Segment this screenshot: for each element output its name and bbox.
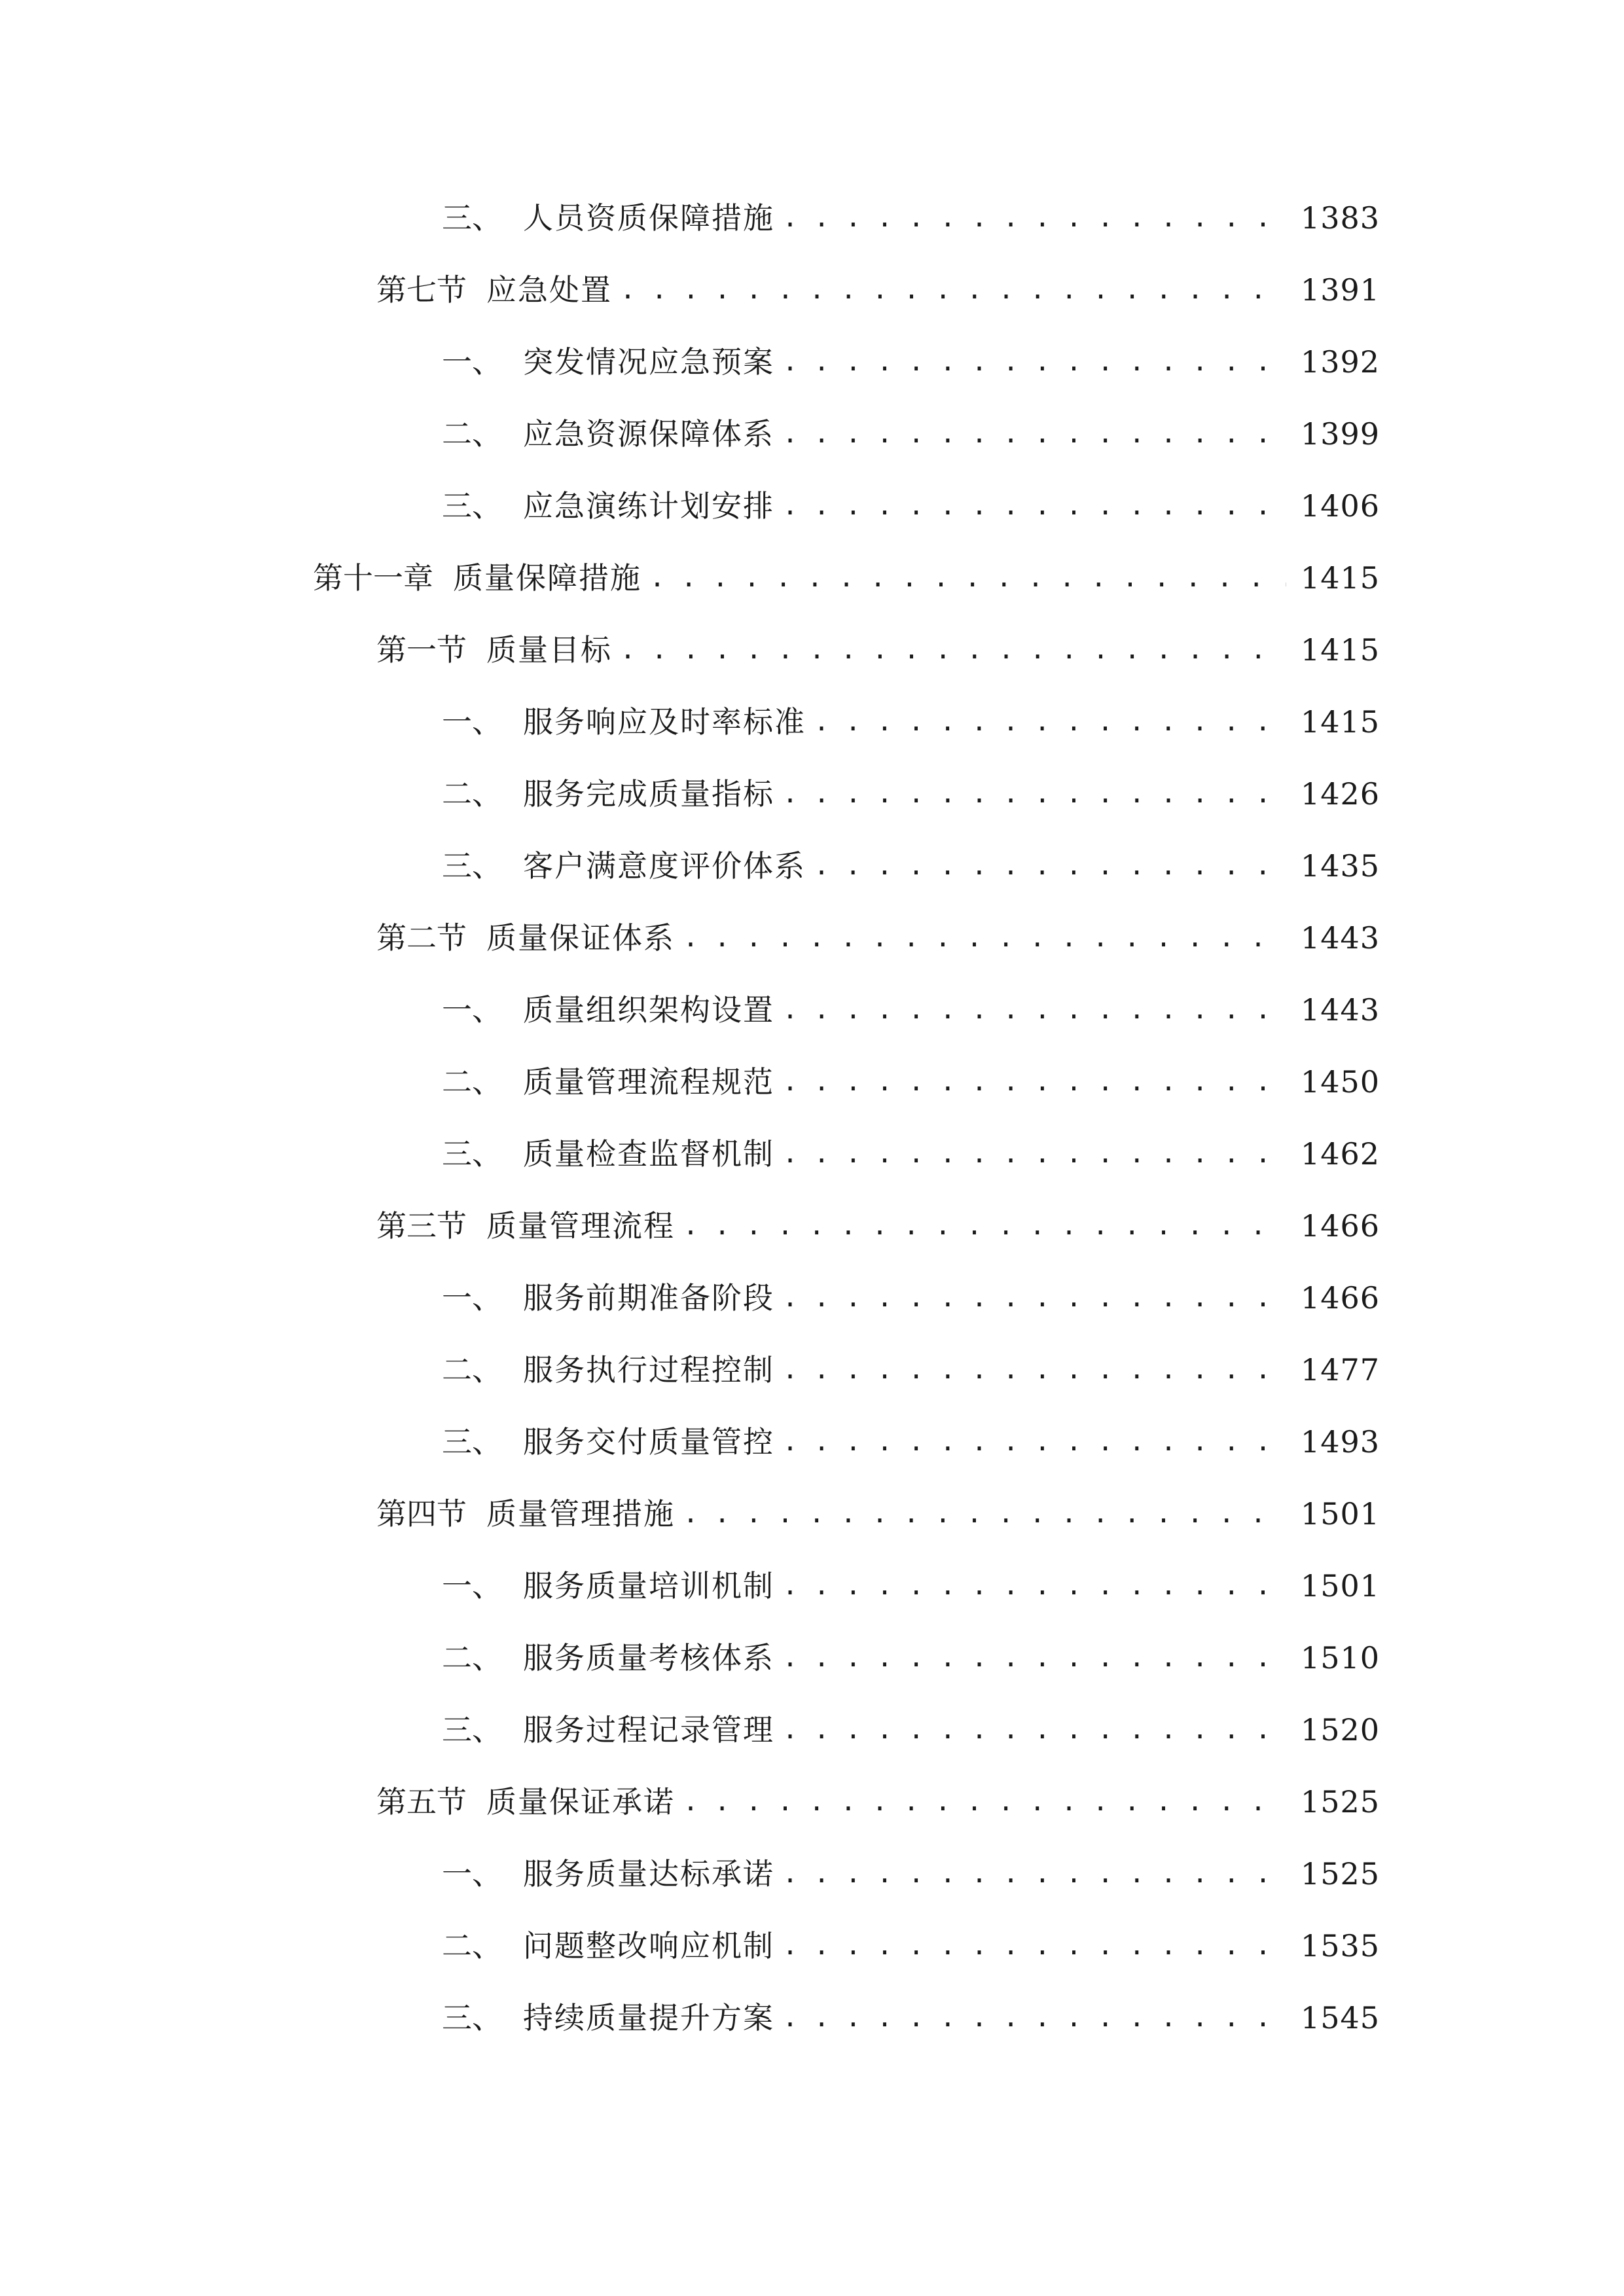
dot-leader: [782, 1560, 1286, 1612]
toc-entry-page-number: 1443: [1300, 992, 1380, 1028]
toc-entry-title: 问题整改响应机制: [523, 1928, 774, 1964]
toc-entry[interactable]: [442, 408, 1380, 460]
toc-entry-page-number: 1520: [1300, 1712, 1380, 1748]
toc-entry-title: 质量检查监督机制: [523, 1136, 774, 1172]
toc-entry[interactable]: [442, 840, 1380, 892]
toc-entry-prefix: 第四节: [376, 1496, 467, 1532]
toc-entry-prefix: 第一节: [376, 632, 467, 668]
toc-entry[interactable]: [442, 1272, 1380, 1324]
toc-entry-page-number: 1399: [1300, 416, 1380, 452]
dot-leader: [782, 1416, 1286, 1468]
toc-entry-page-number: 1415: [1300, 632, 1380, 668]
toc-entry-page-number: 1493: [1300, 1424, 1380, 1460]
toc-entry-number: 三、: [442, 848, 502, 884]
dot-leader: [782, 408, 1286, 460]
toc-entry-number: 三、: [442, 200, 502, 236]
toc-entry-page-number: 1435: [1300, 848, 1380, 884]
toc-entry-number: 二、: [442, 1064, 502, 1100]
toc-entry-number: 二、: [442, 1928, 502, 1964]
dot-leader: [683, 1776, 1286, 1828]
toc-entry-number: 三、: [442, 2000, 502, 2036]
toc-entry-title: 服务前期准备阶段: [523, 1280, 774, 1316]
toc-entry-page-number: 1426: [1300, 776, 1380, 812]
dot-leader: [683, 1488, 1286, 1540]
toc-entry-page-number: 1450: [1300, 1064, 1380, 1100]
dot-leader: [782, 192, 1286, 244]
dot-leader: [814, 840, 1286, 892]
dot-leader: [782, 336, 1286, 388]
toc-entry[interactable]: [376, 264, 1380, 316]
toc-entry-page-number: 1535: [1300, 1928, 1380, 1964]
toc-entry-title: 质量保障措施: [453, 560, 641, 596]
dot-leader: [782, 1128, 1286, 1180]
dot-leader: [782, 1272, 1286, 1324]
toc-entry[interactable]: [442, 336, 1380, 388]
toc-entry-page-number: 1415: [1300, 560, 1380, 596]
toc-entry-title: 突发情况应急预案: [523, 344, 774, 380]
toc-entry-page-number: 1510: [1300, 1640, 1380, 1676]
toc-entry-title: 质量保证体系: [486, 920, 675, 956]
toc-entry[interactable]: [442, 984, 1380, 1036]
toc-entry[interactable]: [442, 1560, 1380, 1612]
toc-entry-number: 二、: [442, 1352, 502, 1388]
toc-entry-prefix: 第七节: [376, 272, 467, 308]
toc-entry-title: 质量管理流程规范: [523, 1064, 774, 1100]
dot-leader: [782, 1344, 1286, 1396]
toc-entry-page-number: 1525: [1300, 1784, 1380, 1820]
toc-entry-number: 一、: [442, 1568, 502, 1604]
toc-entry[interactable]: [376, 624, 1380, 676]
toc-entry-title: 应急处置: [486, 272, 612, 308]
toc-entry-number: 二、: [442, 1640, 502, 1676]
toc-entry[interactable]: [442, 480, 1380, 532]
toc-entry-number: 三、: [442, 1712, 502, 1748]
toc-entry-number: 三、: [442, 1424, 502, 1460]
dot-leader: [620, 624, 1286, 676]
toc-entry[interactable]: [442, 768, 1380, 820]
toc-entry-prefix: 第二节: [376, 920, 467, 956]
toc-entry[interactable]: [442, 1848, 1380, 1900]
toc-entry-page-number: 1525: [1300, 1856, 1380, 1892]
dot-leader: [782, 1632, 1286, 1684]
toc-entry[interactable]: [442, 1632, 1380, 1684]
dot-leader: [782, 1704, 1286, 1756]
toc-entry-number: 三、: [442, 1136, 502, 1172]
toc-entry-page-number: 1391: [1300, 272, 1380, 308]
toc-entry-title: 人员资质保障措施: [523, 200, 774, 236]
dot-leader: [782, 1920, 1286, 1972]
toc-entry-page-number: 1406: [1300, 488, 1380, 524]
toc-entry[interactable]: [442, 1416, 1380, 1468]
dot-leader: [782, 984, 1286, 1036]
toc-entry[interactable]: [442, 1056, 1380, 1108]
toc-entry-number: 一、: [442, 344, 502, 380]
toc-entry[interactable]: [442, 1992, 1380, 2044]
toc-entry-title: 应急资源保障体系: [523, 416, 774, 452]
toc-entry-title: 服务质量考核体系: [523, 1640, 774, 1676]
dot-leader: [683, 1200, 1286, 1252]
dot-leader: [782, 480, 1286, 532]
toc-entry-prefix: 第五节: [376, 1784, 467, 1820]
toc-entry-title: 服务质量培训机制: [523, 1568, 774, 1604]
toc-entry-title: 质量保证承诺: [486, 1784, 675, 1820]
toc-entry-number: 一、: [442, 704, 502, 740]
toc-entry-title: 质量管理措施: [486, 1496, 675, 1532]
toc-entry[interactable]: [376, 1200, 1380, 1252]
toc-entry-number: 一、: [442, 1280, 502, 1316]
toc-entry-prefix: 第三节: [376, 1208, 467, 1244]
toc-entry-number: 二、: [442, 416, 502, 452]
toc-entry[interactable]: [442, 1704, 1380, 1756]
toc-entry-title: 质量管理流程: [486, 1208, 675, 1244]
dot-leader: [683, 912, 1286, 964]
toc-entry-page-number: 1477: [1300, 1352, 1380, 1388]
toc-entry[interactable]: [442, 1128, 1380, 1180]
toc-entry-page-number: 1443: [1300, 920, 1380, 956]
toc-entry-page-number: 1501: [1300, 1496, 1380, 1532]
toc-entry-page-number: 1466: [1300, 1280, 1380, 1316]
toc-entry[interactable]: [442, 1920, 1380, 1972]
toc-entry-title: 服务响应及时率标准: [523, 704, 806, 740]
dot-leader: [649, 552, 1286, 604]
toc-entry[interactable]: [313, 552, 1380, 604]
dot-leader: [620, 264, 1286, 316]
toc-entry[interactable]: [442, 1344, 1380, 1396]
toc-entry-page-number: 1415: [1300, 704, 1380, 740]
toc-entry-page-number: 1383: [1300, 200, 1380, 236]
toc-entry-page-number: 1545: [1300, 2000, 1380, 2036]
toc-entry-page-number: 1466: [1300, 1208, 1380, 1244]
toc-entry[interactable]: [376, 912, 1380, 964]
dot-leader: [782, 1992, 1286, 2044]
toc-entry-title: 持续质量提升方案: [523, 2000, 774, 2036]
toc-entry[interactable]: [376, 1488, 1380, 1540]
toc-entry-number: 二、: [442, 776, 502, 812]
toc-entry-number: 一、: [442, 992, 502, 1028]
toc-entry-title: 服务完成质量指标: [523, 776, 774, 812]
dot-leader: [782, 1056, 1286, 1108]
toc-entry-number: 三、: [442, 488, 502, 524]
toc-entry-number: 一、: [442, 1856, 502, 1892]
toc-entry-title: 服务过程记录管理: [523, 1712, 774, 1748]
toc-entry-page-number: 1462: [1300, 1136, 1380, 1172]
toc-entry-title: 客户满意度评价体系: [523, 848, 806, 884]
toc-entry-title: 服务交付质量管控: [523, 1424, 774, 1460]
toc-entry[interactable]: [442, 192, 1380, 244]
toc-entry-page-number: 1501: [1300, 1568, 1380, 1604]
toc-entry-title: 服务执行过程控制: [523, 1352, 774, 1388]
dot-leader: [782, 768, 1286, 820]
dot-leader: [782, 1848, 1286, 1900]
toc-entry[interactable]: [376, 1776, 1380, 1828]
toc-entry[interactable]: [442, 696, 1380, 748]
toc-entry-title: 质量组织架构设置: [523, 992, 774, 1028]
toc-entry-title: 应急演练计划安排: [523, 488, 774, 524]
toc-entry-page-number: 1392: [1300, 344, 1380, 380]
toc-entry-title: 服务质量达标承诺: [523, 1856, 774, 1892]
toc-entry-title: 质量目标: [486, 632, 612, 668]
toc-entry-prefix: 第十一章: [313, 560, 433, 596]
dot-leader: [814, 696, 1286, 748]
